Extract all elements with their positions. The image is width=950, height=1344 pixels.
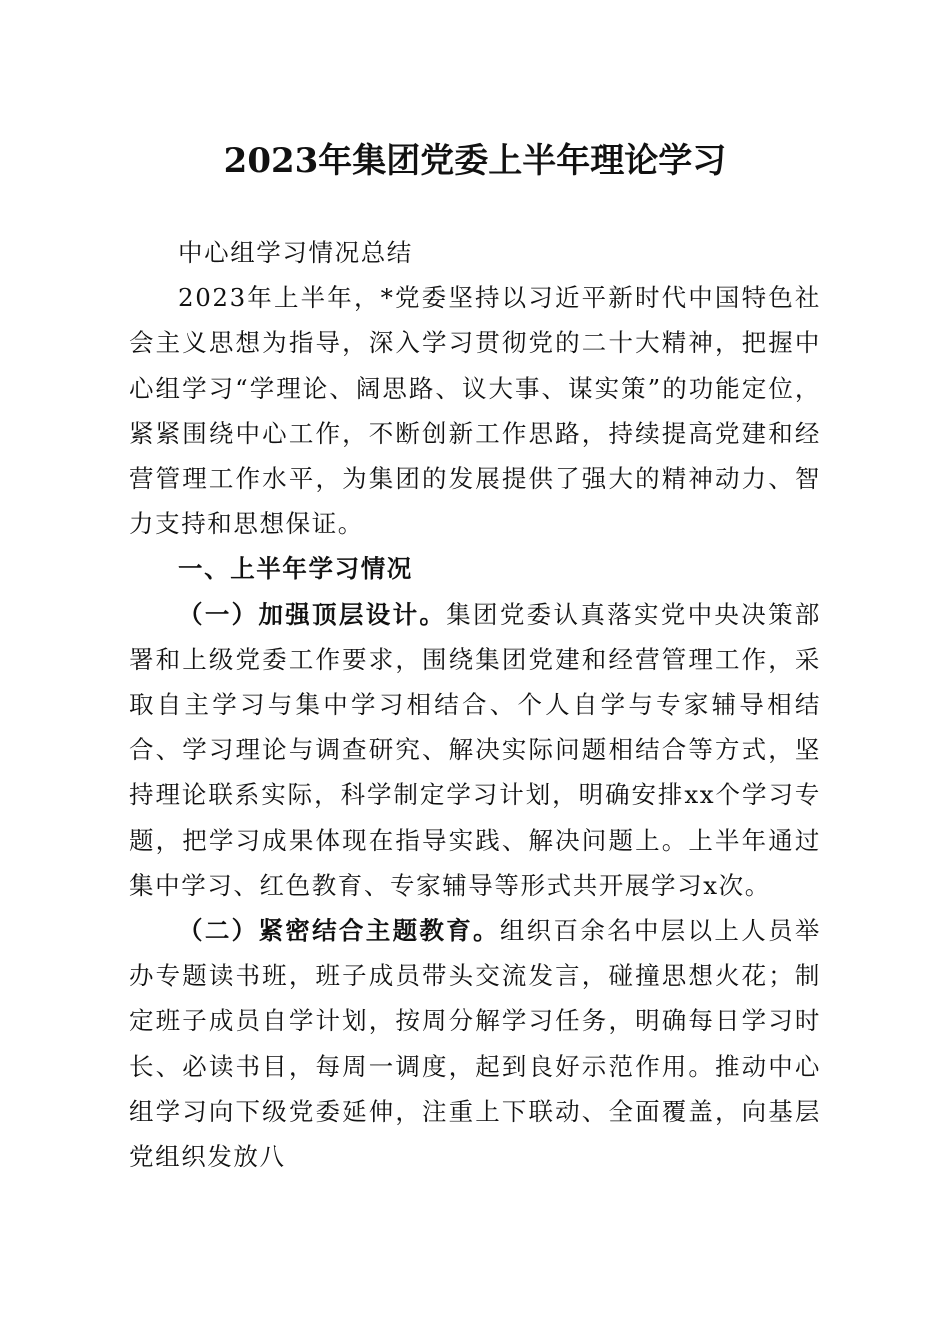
document-subtitle: 中心组学习情况总结 bbox=[178, 238, 413, 267]
document-title: 2023年集团党委上半年理论学习 bbox=[223, 141, 727, 181]
section-item-2 bbox=[129, 908, 821, 1179]
document-body bbox=[129, 230, 821, 1179]
item-2-text: 组织百余名中层以上人员举办专题读书班，班子成员带头交流发言，碰撞思想火花；制定班子成员自学计划，按周分解学习任务，明确每日学习时长、必读书目，每周一调度，起到良好示范作用。推动中心组学习向下级党委延伸，注重上下联动、全面覆盖，向基层党组织发放八 bbox=[129, 916, 821, 1172]
section-heading: 一、上半年学习情况 bbox=[178, 554, 413, 584]
section-item-1 bbox=[129, 592, 821, 908]
item-1-text: 集团党委认真落实党中央决策部署和上级党委工作要求，围绕集团党建和经营管理工作，采取自主学习与集中学习相结合、个人自学与专家辅导相结合、学习理论与调查研究、解决实际问题相结合等方式，坚持理论联系实际，科学制定学习计划，明确安排xx个学习专题，把学习成果体现在指导实践、解决问题上。上半年通过集中学习、红色教育、专家辅导等形式共开展学习x次。 bbox=[129, 599, 821, 900]
intro-paragraph: 2023年上半年，*党委坚持以习近平新时代中国特色社会主义思想为指导，深入学习贯彻党的二十大精神，把握中心组学习“学理论、阔思路、议大事、谋实策”的功能定位，紧紧围绕中心工作，不断创新工作思路，持续提高党建和经营管理工作水平，为集团的发展提供了强大的精神动力、智力支持和思想保证。 bbox=[129, 283, 821, 539]
item-1-lead: （一）加强顶层设计。 bbox=[178, 599, 447, 629]
item-2-lead: （二）紧密结合主题教育。 bbox=[178, 916, 500, 946]
